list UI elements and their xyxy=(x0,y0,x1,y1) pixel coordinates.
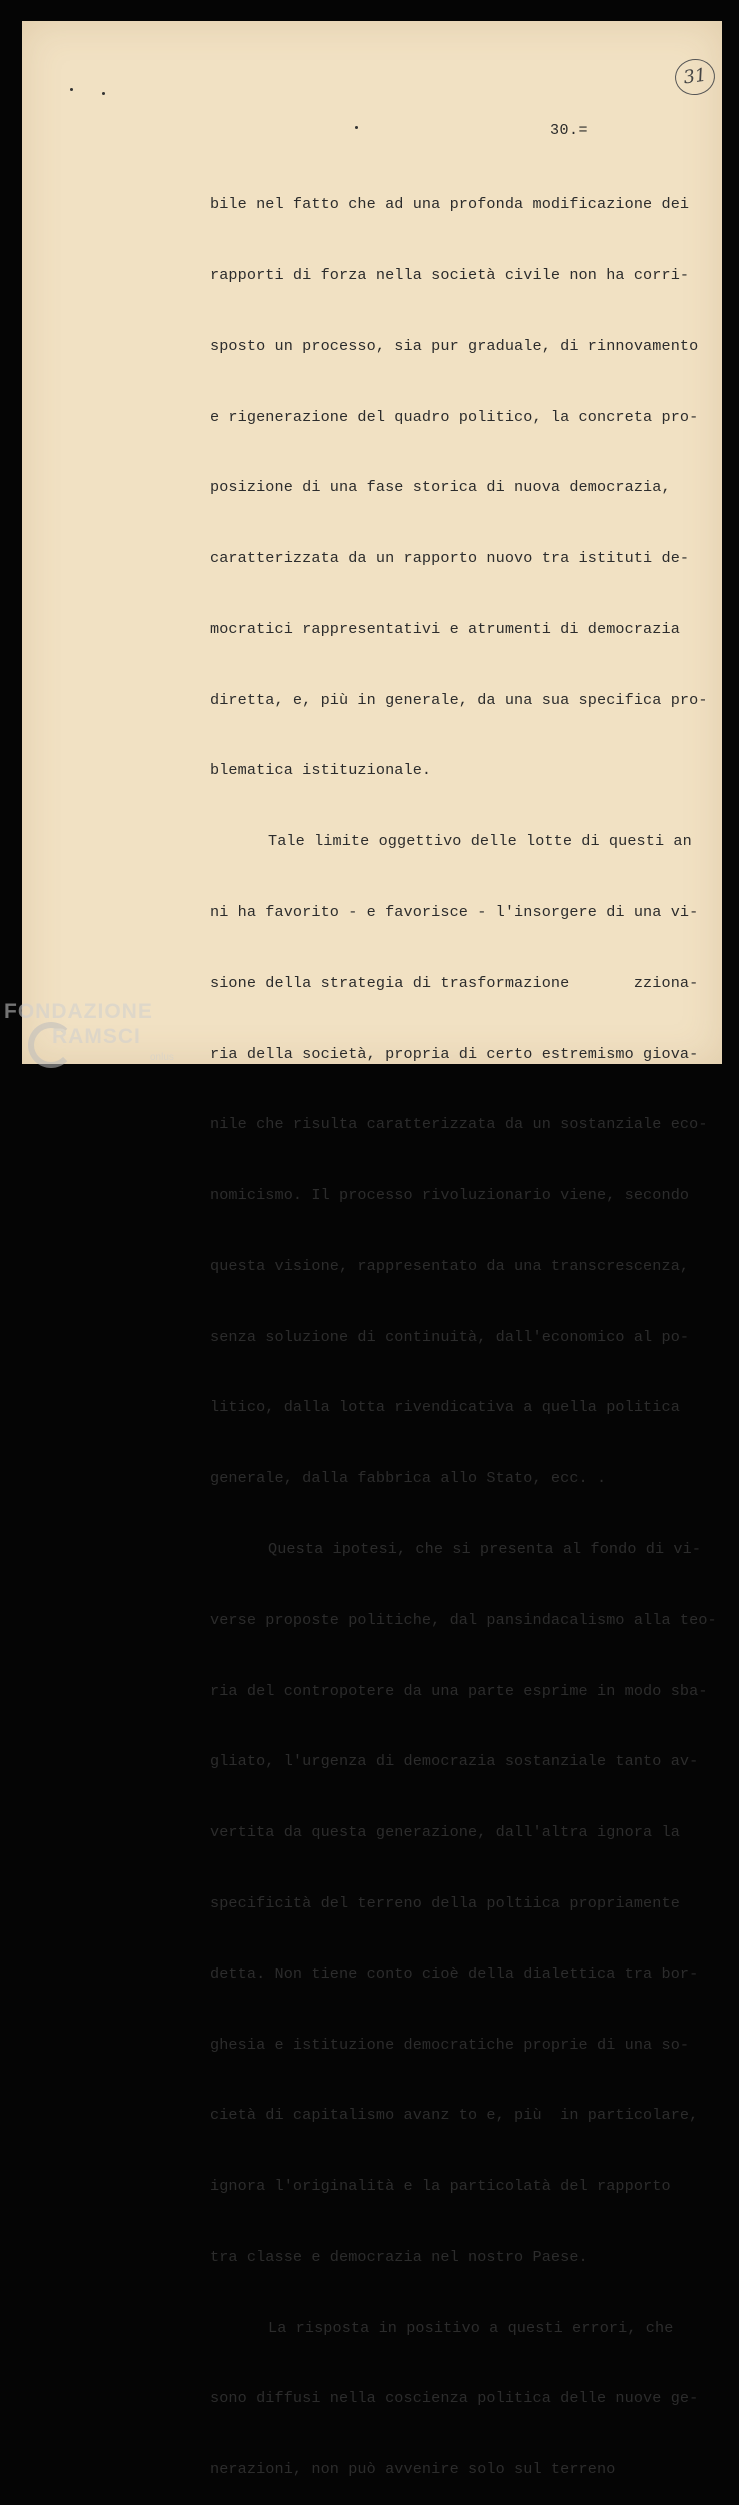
text-line: mocratici rappresentativi e atrumenti di democrazia xyxy=(210,619,680,638)
text-line: e rigenerazione del quadro politico, la concreta pro- xyxy=(210,407,699,426)
ink-speck xyxy=(70,88,73,91)
page-number: 30.= xyxy=(550,122,589,139)
text-line: gliato, l'urgenza di democrazia sostanziale tanto av- xyxy=(210,1752,699,1771)
text-line: nile che risulta caratterizzata da un sostanziale eco- xyxy=(210,1115,708,1134)
text-line: litico, dalla lotta rivendicativa a quella politica xyxy=(210,1398,680,1417)
text-line: ria del contropotere da una parte esprime in modo sba- xyxy=(210,1681,708,1700)
text-line: ignora l'originalità e la particolatà del rapporto xyxy=(210,2177,671,2196)
text-line: Questa ipotesi, che si presenta al fondo di vi- xyxy=(268,1540,702,1559)
text-line: posizione di una fase storica di nuova democrazia, xyxy=(210,478,671,497)
text-line: bile nel fatto che ad una profonda modificazione dei xyxy=(210,195,690,214)
text-line: ria della società, propria di certo estremismo giova- xyxy=(210,1044,699,1063)
ink-speck xyxy=(102,92,105,95)
text-line: questa visione, rappresentato da una transcrescenza, xyxy=(210,1256,690,1275)
text-line: vertita da questa generazione, dall'altra ignora la xyxy=(210,1823,680,1842)
text-line: senza soluzione di continuità, dall'economico al po- xyxy=(210,1327,690,1346)
text-line: rapporti di forza nella società civile non ha corri- xyxy=(210,265,690,284)
text-line: nomicismo. Il processo rivoluzionario viene, secondo xyxy=(210,1186,690,1205)
text-line: La risposta in positivo a questi errori, che xyxy=(268,2318,674,2337)
text-line: sposto un processo, sia pur graduale, di rinnovamento xyxy=(210,336,699,355)
text-line: cietà di capitalismo avanz to e, più in particolare, xyxy=(210,2106,699,2125)
text-line: detta. Non tiene conto cioè della dialettica tra bor- xyxy=(210,1964,699,1983)
text-line: ghesia e istituzione democratiche proprie di una so- xyxy=(210,2035,690,2054)
watermark-suffix: onlus xyxy=(150,1052,174,1063)
text-line: verse proposte politiche, dal pansindacalismo alla teo- xyxy=(210,1610,717,1629)
ink-speck xyxy=(355,126,358,129)
text-line: Tale limite oggettivo delle lotte di questi an xyxy=(268,832,692,851)
text-line: tra classe e democrazia nel nostro Paese. xyxy=(210,2247,588,2266)
typewritten-body xyxy=(210,146,717,2505)
fondazione-gramsci-watermark xyxy=(4,1000,184,1070)
watermark-line1: FONDAZIONE xyxy=(4,1000,153,1023)
text-line: caratterizzata da un rapporto nuovo tra istituti de- xyxy=(210,549,690,568)
text-line: sione della strategia di trasformazione zziona- xyxy=(210,973,699,992)
text-line: diretta, e, più in generale, da una sua specifica pro- xyxy=(210,690,708,709)
text-line: ni ha favorito - e favorisce - l'insorgere di una vi- xyxy=(210,903,699,921)
text-line: nerazioni, non può avvenire solo sul terreno xyxy=(210,2460,616,2479)
watermark-line2: RAMSCI xyxy=(52,1025,141,1048)
archive-number-stamp: 31 xyxy=(673,56,718,97)
text-line: sono diffusi nella coscienza politica delle nuove ge- xyxy=(210,2389,699,2408)
text-line: blematica istituzionale. xyxy=(210,761,432,780)
text-line: specificità del terreno della poltiica propriamente xyxy=(210,1893,680,1912)
text-line: generale, dalla fabbrica allo Stato, ecc. . xyxy=(210,1469,607,1488)
